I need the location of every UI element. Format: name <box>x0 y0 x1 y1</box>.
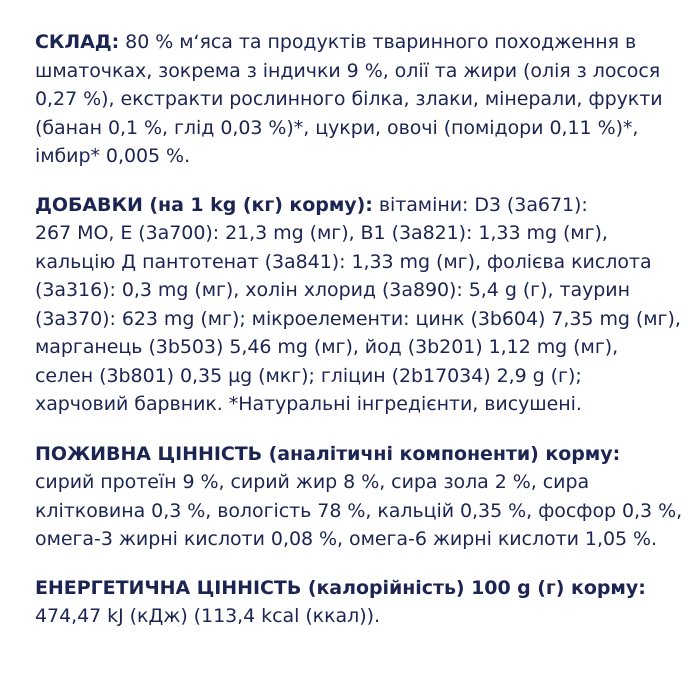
composition-line: 0,27 %), екстракти рослинного білка, злаки, мінерали, фрукти <box>35 88 663 110</box>
additives-text: вітаміни: D3 (3a671): <box>372 193 588 216</box>
additives-line: кальцію Д пантотенат (3a841): 1,33 mg (мг), фолієва кислота <box>35 250 652 273</box>
composition-line <box>35 28 685 57</box>
label-text-block <box>35 28 685 631</box>
additives-line: селен (3b801) 0,35 µg (мкг); гліцин (2b17034) 2,9 g (г); <box>35 364 582 387</box>
composition-label: СКЛАД: <box>35 31 120 53</box>
composition-line: (банан 0,1 %, глід 0,03 %)*, цукри, овочі (помідори 0,11 %)*, <box>35 116 639 139</box>
additives-line: (3a316): 0,3 mg (мг), холін хлорид (3a890): 5,4 g (г), таурин <box>35 279 630 301</box>
energy-label: ЕНЕРГЕТИЧНА ЦІННІСТЬ (калорійність) 100 g (г) корму: <box>35 576 646 599</box>
nutrition-line: клітковина 0,3 %, вологість 78 %, кальцій 0,35 %, фосфор 0,3 %, <box>35 499 683 522</box>
nutrition-label: ПОЖИВНА ЦІННІСТЬ (аналітичні компоненти) корму: <box>35 442 621 465</box>
energy-section <box>35 574 685 631</box>
additives-line: (3a370): 623 mg (мг); мікроелементи: цинк (3b604) 7,35 mg (мг), <box>35 307 681 330</box>
additives-line: марганець (3b503) 5,46 mg (мг), йод (3b201) 1,12 mg (мг), <box>35 336 619 358</box>
additives-line <box>35 191 685 220</box>
composition-line: імбир* 0,005 %. <box>35 145 191 167</box>
energy-line: 474,47 kJ (кДж) (113,4 kcal (ккал)). <box>35 605 380 627</box>
composition-line: шматочках, зокрема з індички 9 %, олії та жири (олія з лосося <box>35 59 661 82</box>
additives-line: 267 МО, Е (3a700): 21,3 mg (мг), B1 (3a821): 1,33 mg (мг), <box>35 222 608 244</box>
nutrition-line: сирий протеїн 9 %, сирий жир 8 %, сира зола 2 %, сира <box>35 471 590 493</box>
additives-section <box>35 191 685 419</box>
additives-line: харчовий барвник. *Натуральні інгредієнти, висушені. <box>35 393 582 415</box>
nutrition-line: омега-3 жирні кислоти 0,08 %, омега-6 жирні кислоти 1,05 %. <box>35 528 658 550</box>
additives-label: ДОБАВКИ (на 1 kg (кг) корму): <box>35 193 373 216</box>
nutrition-section <box>35 440 685 554</box>
composition-section <box>35 28 685 171</box>
composition-text: 80 % м‘яса та продуктів тваринного походження в <box>119 31 637 53</box>
